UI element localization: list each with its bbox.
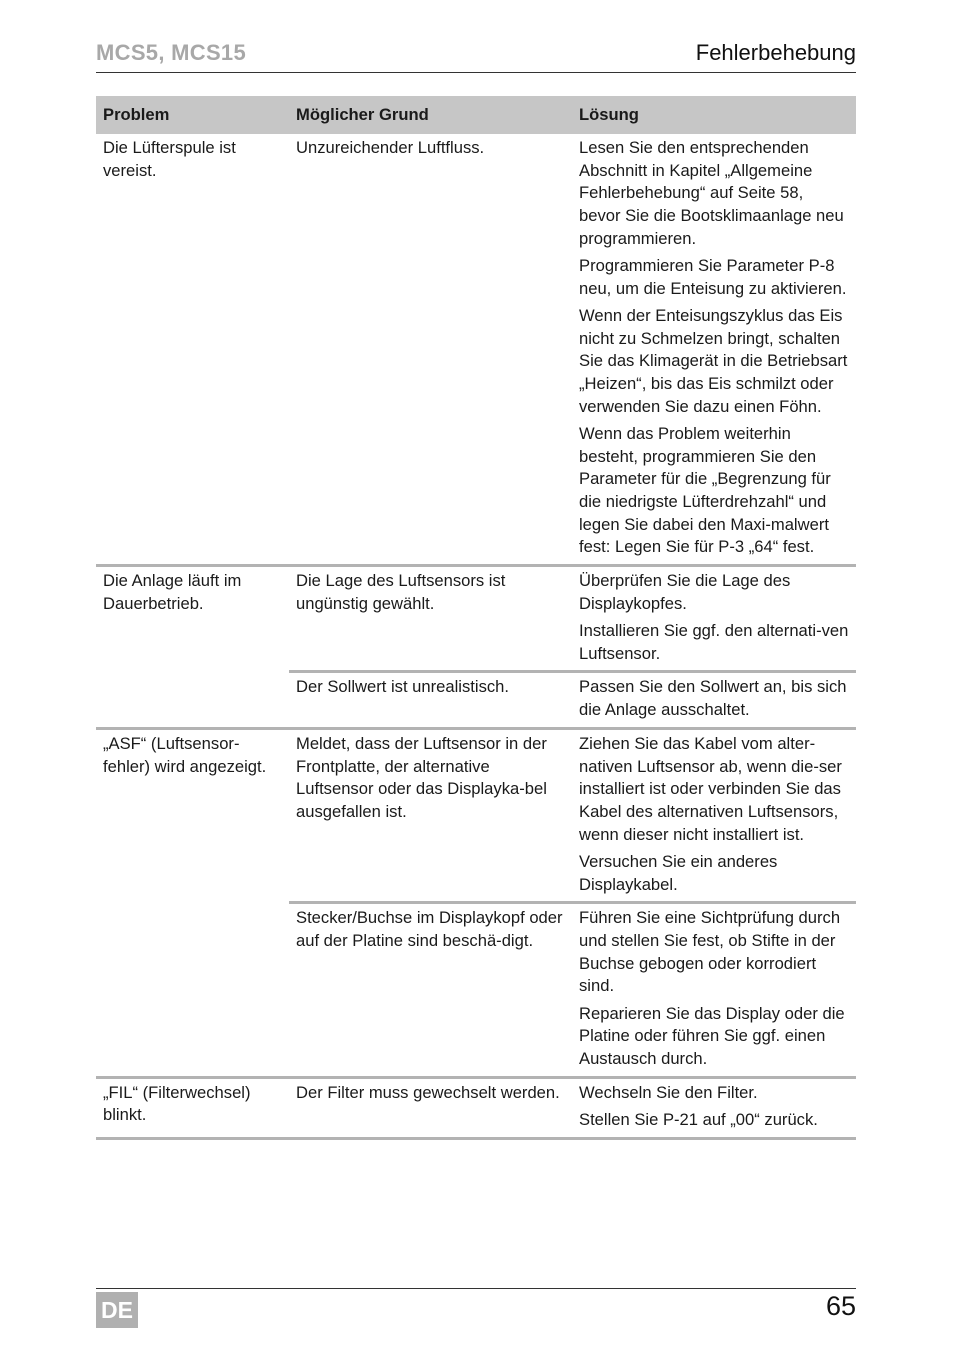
solution-cell (572, 134, 856, 566)
column-header-cause: Möglicher Grund (289, 96, 572, 134)
model-name: MCS5, MCS15 (96, 40, 247, 65)
solution-text: Programmieren Sie Parameter P-8 neu, um die Enteisung zu aktivieren. (579, 256, 847, 298)
solution-cell (572, 672, 856, 728)
table-row (96, 1077, 856, 1138)
problem-cell: Die Anlage läuft im Dauerbetrieb. (96, 566, 289, 729)
solution-text: Wenn der Enteisungszyklus das Eis nicht zu Schmelzen bringt, schalten Sie das Klimagerät in die Betriebsart „Heizen“, bis das Eis schmilzt oder verwenden Sie dazu einen Föhn. (579, 305, 848, 416)
language-badge: DE (96, 1292, 138, 1328)
solution-text: Wechseln Sie den Filter. (579, 1082, 758, 1102)
table-row (96, 566, 856, 672)
solution-cell (572, 728, 856, 902)
solution-text: Lesen Sie den entsprechenden Abschnitt in Kapitel „Allgemeine Fehlerbehebung“ auf Seite 58, bevor Sie die Bootsklimaanlage neu programmieren. (579, 138, 844, 248)
cause-cell: Stecker/Buchse im Displaykopf oder auf der Platine sind beschä-digt. (289, 903, 572, 1077)
solution-text: Führen Sie eine Sichtprüfung durch und stellen Sie fest, ob Stifte in der Buchse gebogen oder korrodiert sind. (579, 908, 841, 996)
solution-text: Versuchen Sie ein anderes Displaykabel. (579, 851, 778, 894)
solution-cell (572, 1077, 856, 1138)
page-footer (96, 1288, 856, 1323)
solution-text: Wenn das Problem weiterhin besteht, programmieren Sie den Parameter für die „Begrenzung für die niedrigste Lüfterdrehzahl“ und legen Sie dabei den Maxi-malwert fest: Legen Sie für P-3 „64“ fest. (579, 423, 831, 557)
cause-cell: Unzureichender Luftfluss. (296, 138, 485, 157)
solution-cell (572, 903, 856, 1077)
solution-text: Reparieren Sie das Display oder die Platine oder führen Sie ggf. einen Austausch durch. (579, 1003, 845, 1069)
column-header-problem: Problem (96, 96, 289, 134)
table-row (96, 134, 856, 566)
solution-text: Passen Sie den Sollwert an, bis sich die Anlage ausschaltet. (579, 677, 847, 720)
page-number: 65 (825, 1291, 856, 1321)
column-header-solution: Lösung (572, 96, 856, 134)
solution-text: Installieren Sie ggf. den alternati-ven Luftsensor. (579, 621, 849, 663)
table-header-row (96, 96, 856, 134)
cause-cell: Die Lage des Luftsensors ist ungünstig gewählt. (289, 566, 572, 672)
cause-cell: Meldet, dass der Luftsensor in der Frontplatte, der alternative Luftsensor oder das Displayka-bel ausgefallen ist. (289, 728, 572, 902)
problem-cell: „ASF“ (Luftsensor-fehler) wird angezeigt. (96, 728, 289, 1077)
cause-cell: Der Sollwert ist unrealistisch. (289, 672, 572, 728)
solution-cell (572, 566, 856, 672)
problem-cell: Die Lüfterspule ist vereist. (103, 138, 236, 180)
cause-cell: Der Filter muss gewechselt werden. (289, 1077, 572, 1138)
solution-text: Überprüfen Sie die Lage des Displaykopfes. (579, 571, 791, 613)
solution-text: Stellen Sie P-21 auf „00“ zurück. (579, 1109, 818, 1129)
page-header (96, 40, 856, 73)
troubleshooting-table (96, 96, 856, 1140)
table-row (96, 728, 856, 902)
section-title: Fehlerbehebung (695, 40, 856, 65)
problem-cell: „FIL“ (Filterwechsel) blinkt. (96, 1077, 289, 1138)
solution-text: Ziehen Sie das Kabel vom alter-nativen Luftsensor ab, wenn die-ser installiert ist oder verbinden Sie das Kabel des alternativen Luftsensors, wenn dieser nicht installiert ist. (579, 733, 842, 844)
